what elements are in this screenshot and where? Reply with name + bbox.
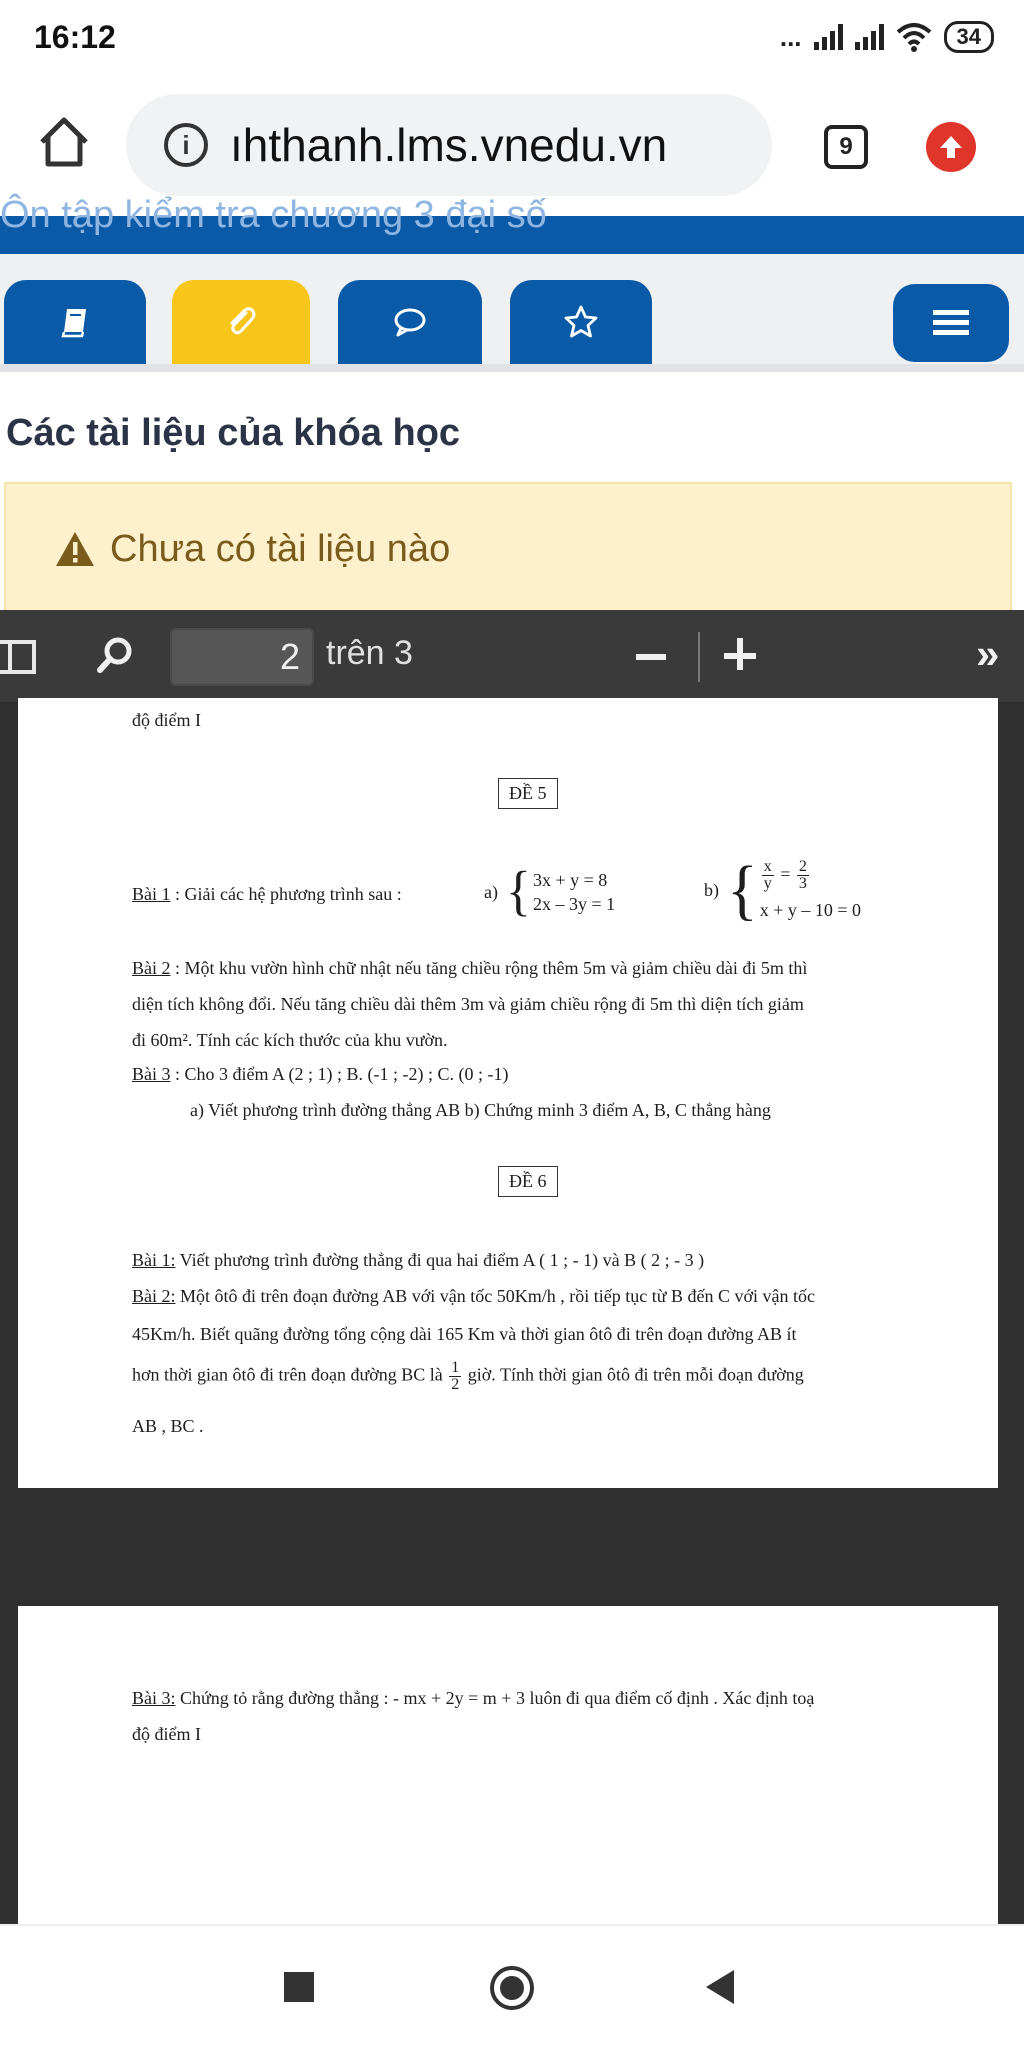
equations bbox=[533, 868, 615, 916]
brace-icon: { bbox=[727, 852, 758, 927]
equation: x + y – 10 = 0 bbox=[759, 900, 862, 921]
equation: $\frac{x}{y}$ = $\frac{2}{3}$ bbox=[763, 858, 807, 893]
url-field[interactable] bbox=[126, 94, 772, 196]
book-icon bbox=[58, 305, 92, 339]
battery-icon: 34 bbox=[944, 21, 994, 53]
page-total: trên 3 bbox=[326, 634, 413, 672]
tab-attachments[interactable] bbox=[172, 280, 310, 364]
system-nav-bar bbox=[0, 1924, 1024, 2048]
exercise-label: Bài 1 bbox=[132, 884, 171, 904]
tab-discussion[interactable] bbox=[338, 280, 482, 364]
exercise-label: Bài 3: bbox=[132, 1688, 176, 1708]
chat-icon bbox=[392, 305, 428, 339]
pdf-page bbox=[18, 1606, 998, 1936]
menu-button[interactable] bbox=[893, 284, 1009, 362]
fraction: $\frac{2}{3}$ bbox=[798, 858, 807, 893]
exercise-text: : Giải các hệ phương trình sau : bbox=[170, 884, 402, 904]
equation: 2x – 3y = 1 bbox=[532, 894, 616, 914]
recents-icon[interactable] bbox=[284, 1972, 314, 2002]
pdf-text: độ điểm I bbox=[132, 710, 201, 730]
warning-icon bbox=[54, 530, 96, 568]
exam-label: ĐỀ 5 bbox=[498, 778, 558, 809]
search-icon[interactable] bbox=[94, 634, 136, 676]
status-icons bbox=[780, 21, 994, 53]
sub-label: b) bbox=[704, 879, 719, 900]
divider bbox=[698, 632, 700, 682]
pdf-text bbox=[132, 1286, 815, 1307]
pdf-text bbox=[132, 1688, 814, 1709]
sidebar-toggle-icon[interactable] bbox=[0, 640, 36, 674]
equations bbox=[760, 858, 861, 922]
alert-text: Chưa có tài liệu nào bbox=[110, 527, 451, 570]
exercise-label: Bài 1: bbox=[132, 1250, 176, 1270]
pdf-text: AB , BC . bbox=[132, 1416, 204, 1436]
pdf-text: đi 60m². Tính các kích thước của khu vườn. bbox=[132, 1030, 448, 1050]
pdf-text bbox=[132, 1064, 508, 1085]
equation: 3x + y = 8 bbox=[532, 870, 608, 890]
exercise-text: Một ôtô đi trên đoạn đường AB với vận tốc 50Km/h , rồi tiếp tục từ B đến C với vận tốc bbox=[175, 1286, 816, 1306]
tab-switcher-icon[interactable]: 9 bbox=[824, 125, 868, 169]
status-bar bbox=[0, 0, 1024, 74]
exercise-label: Bài 3 bbox=[132, 1064, 171, 1084]
equation-system-a bbox=[484, 861, 616, 922]
pdf-page bbox=[18, 698, 998, 1488]
exercise-text: Viết phương trình đường thẳng đi qua hai điểm A ( 1 ; - 1) và B ( 2 ; - 3 ) bbox=[175, 1250, 705, 1270]
pdf-viewer[interactable] bbox=[0, 702, 1024, 1924]
fraction: $\frac{x}{y}$ bbox=[763, 858, 772, 893]
brace-icon: { bbox=[505, 861, 531, 922]
divider bbox=[0, 364, 1024, 372]
course-header bbox=[0, 194, 1024, 254]
signal-icon bbox=[814, 24, 843, 50]
tab-favorites[interactable] bbox=[510, 280, 652, 364]
pdf-toolbar bbox=[0, 610, 1024, 702]
more-tools-icon[interactable]: » bbox=[976, 630, 992, 677]
section-title: Các tài liệu của khóa học bbox=[6, 412, 461, 454]
course-tab-bar bbox=[0, 254, 1024, 364]
pdf-text bbox=[132, 958, 807, 979]
exercise-text: Chứng tỏ rằng đường thẳng : - mx + 2y = m + 3 luôn đi qua điểm cố định . Xác định toạ bbox=[175, 1688, 815, 1708]
pdf-text bbox=[132, 1250, 704, 1271]
pdf-text: 45Km/h. Biết quãng đường tổng cộng dài 165 Km và thời gian ôtô đi trên đoạn đường AB ít bbox=[132, 1324, 797, 1344]
menu-icon bbox=[931, 307, 971, 339]
url-text: ıhthanh.lms.vnedu.vn bbox=[230, 119, 668, 171]
exercise-label: Bài 2 bbox=[132, 958, 171, 978]
back-icon[interactable] bbox=[706, 1970, 734, 2004]
page-number-input[interactable]: 2 bbox=[170, 628, 314, 686]
info-icon[interactable]: i bbox=[164, 123, 208, 167]
empty-alert bbox=[4, 482, 1012, 616]
star-icon bbox=[563, 304, 599, 340]
exercise-text: : Một khu vườn hình chữ nhật nếu tăng chiều rộng thêm 5m và giảm chiều dài đi 5m thì bbox=[170, 958, 808, 978]
pdf-text bbox=[132, 884, 402, 905]
exercise-label: Bài 2: bbox=[132, 1286, 176, 1306]
pdf-text: a) Viết phương trình đường thẳng AB b) Chứng minh 3 điểm A, B, C thẳng hàng bbox=[190, 1100, 771, 1120]
update-icon[interactable] bbox=[926, 122, 976, 172]
home-circle-icon[interactable] bbox=[490, 1966, 534, 2010]
tab-book[interactable] bbox=[4, 280, 146, 364]
pdf-text: hơn thời gian ôtô đi trên đoạn đường BC là $\frac{1}{2}$ giờ. Tính thời gian ôtô đi trên mỗi đoạn đường bbox=[132, 1359, 804, 1393]
exercise-text: : Cho 3 điểm A (2 ; 1) ; B. (-1 ; -2) ; C. (0 ; -1) bbox=[170, 1064, 509, 1084]
status-dots: ... bbox=[779, 21, 802, 52]
sub-label: a) bbox=[484, 881, 498, 902]
zoom-out-icon[interactable] bbox=[636, 654, 666, 660]
signal-icon bbox=[855, 24, 884, 50]
course-title: Ôn tập kiểm tra chương 3 đại số bbox=[0, 194, 547, 236]
pdf-text: độ điểm I bbox=[132, 1724, 201, 1744]
paperclip-icon bbox=[224, 305, 258, 339]
wifi-icon bbox=[896, 22, 932, 52]
zoom-in-icon[interactable] bbox=[724, 634, 760, 678]
fraction: $\frac{1}{2}$ bbox=[451, 1359, 460, 1393]
pdf-text: diện tích không đổi. Nếu tăng chiều dài thêm 3m và giảm chiều rộng đi 5m thì diện tích giảm bbox=[132, 994, 804, 1014]
equation-system-b bbox=[704, 852, 862, 927]
home-icon[interactable] bbox=[36, 114, 92, 170]
exam-label: ĐỀ 6 bbox=[498, 1166, 558, 1197]
status-time: 16:12 bbox=[34, 18, 116, 55]
